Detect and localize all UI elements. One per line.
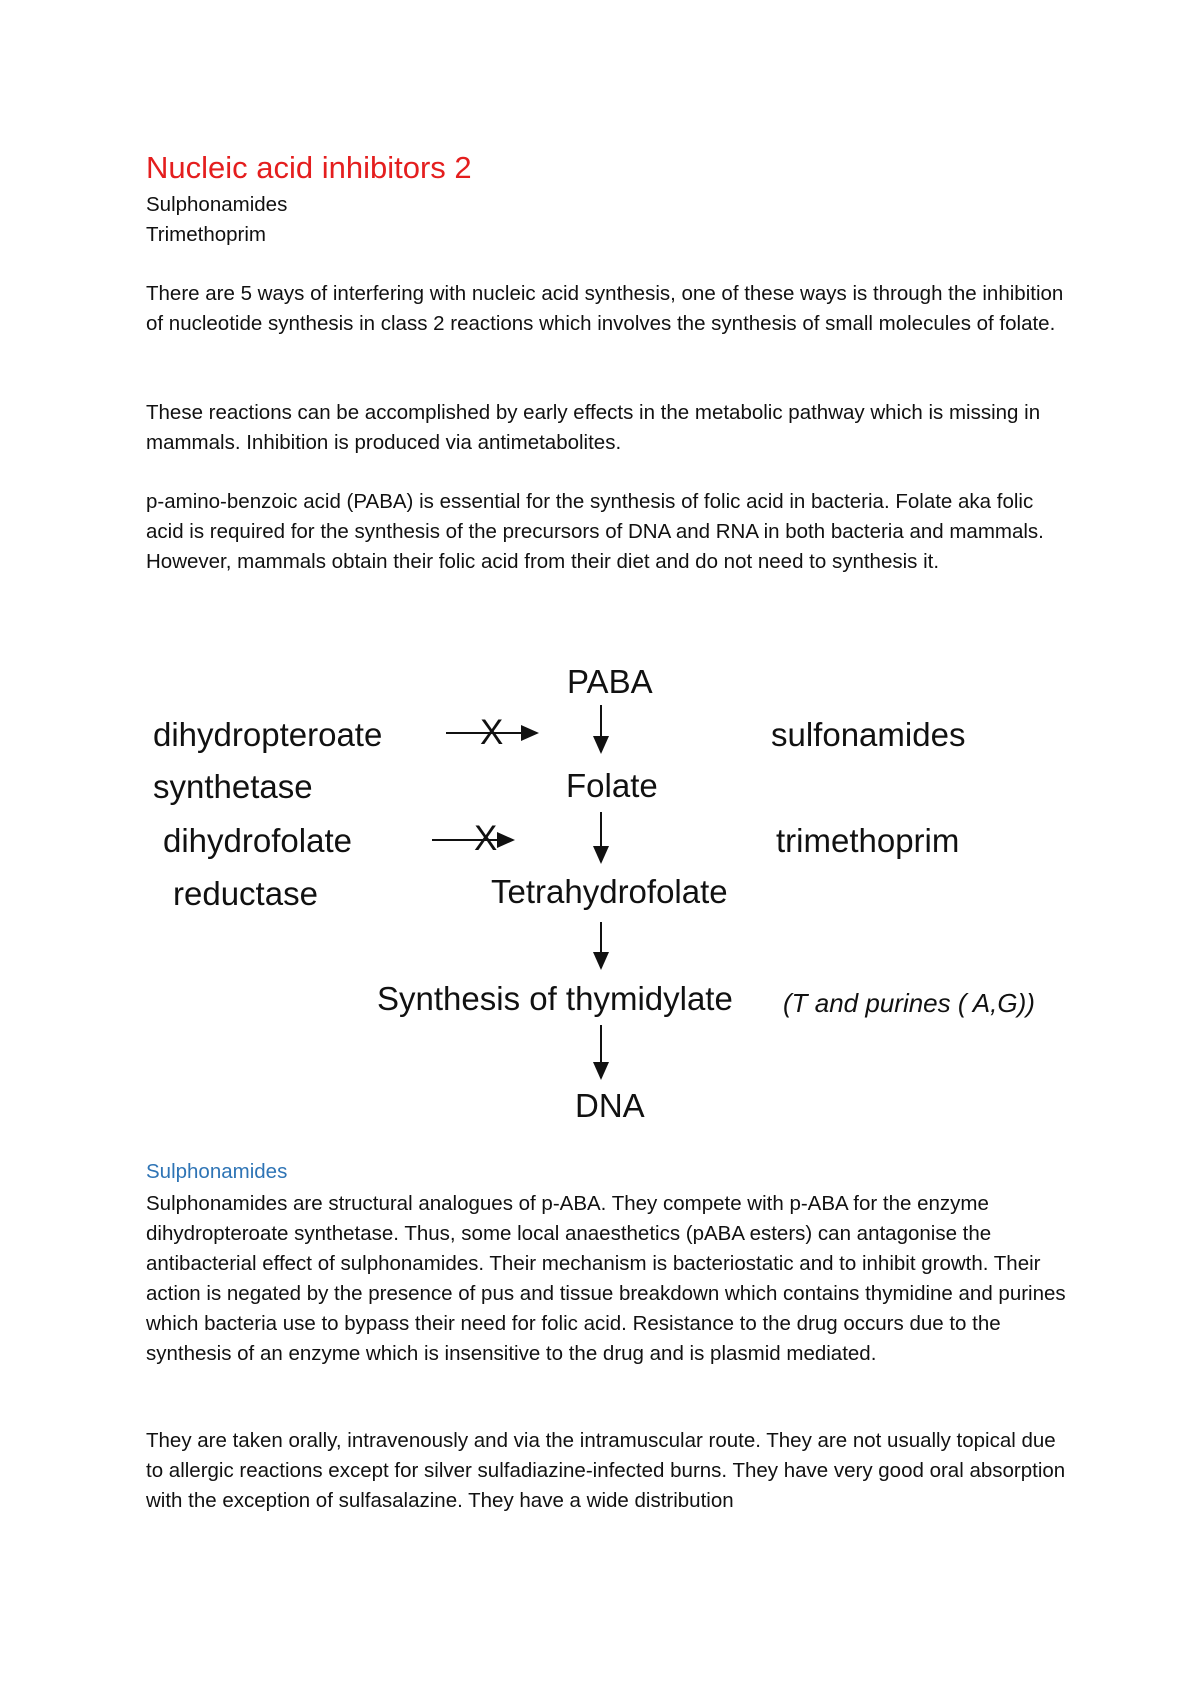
enzyme-dhps-line1: dihydropteroate: [153, 716, 383, 753]
node-paba: PABA: [567, 663, 653, 700]
intro-paragraph: There are 5 ways of interfering with nucleic acid synthesis, one of these ways is through the inhibition of nucleotide synthesis in class 2 reactions which involves the synthesis of small molecules of folate.: [146, 282, 1064, 335]
subtitle-trimethoprim: Trimethoprim: [146, 223, 266, 246]
node-dna: DNA: [575, 1087, 645, 1124]
block-mark-dhfr: X: [474, 819, 498, 858]
drug-trimethoprim: trimethoprim: [776, 822, 960, 859]
enzyme-dhps-line2: synthetase: [153, 768, 313, 805]
sulphonamides-paragraph-2: They are taken orally, intravenously and via the intramuscular route. They are not usually topical due to allergic reactions except for silver sulfadiazine-infected burns. They have very good oral absorption with the exception of sulfasalazine. They have a wide distribution: [146, 1429, 1066, 1512]
node-folate: Folate: [566, 767, 658, 804]
enzyme-dhfr-line2: reductase: [173, 875, 318, 912]
drug-sulfonamides: sulfonamides: [771, 716, 966, 753]
pathway-paragraph: These reactions can be accomplished by early effects in the metabolic pathway which is missing in mammals. Inhibition is produced via antimetabolites.: [146, 401, 1041, 454]
subtitle-sulphonamides: Sulphonamides: [146, 193, 288, 216]
sulphonamides-paragraph-1: Sulphonamides are structural analogues of p-ABA. They compete with p-ABA for the enzyme dihydropteroate synthetase. Thus, some local anaesthetics (pABA esters) can antagonise the antibacterial effect of sulphonamides. Their mechanism is bacteriostatic and to inhibit growth. Their action is negated by the presence of pus and tissue breakdown which contains thymidine and purines which bacteria use to bypass their need for folic acid. Resistance to the drug occurs due to the synthesis of an enzyme which is insensitive to the drug and is plasmid mediated.: [146, 1192, 1066, 1365]
page-title: Nucleic acid inhibitors 2: [146, 150, 472, 185]
section-heading-sulphonamides: Sulphonamides: [146, 1160, 288, 1183]
thymidylate-note: (T and purines ( A,G)): [783, 988, 1035, 1018]
paba-paragraph: p-amino-benzoic acid (PABA) is essential for the synthesis of folic acid in bacteria. Folate aka folic acid is required for the synthesis of the precursors of DNA and RNA in both bacteria and mammals. However, mammals obtain their folic acid from their diet and do not need to synthesis it.: [146, 490, 1044, 573]
block-mark-dhps: X: [480, 713, 504, 752]
node-thymidylate: Synthesis of thymidylate: [377, 980, 733, 1017]
node-tetrahydrofolate: Tetrahydrofolate: [491, 873, 728, 910]
enzyme-dhfr-line1: dihydrofolate: [163, 822, 352, 859]
